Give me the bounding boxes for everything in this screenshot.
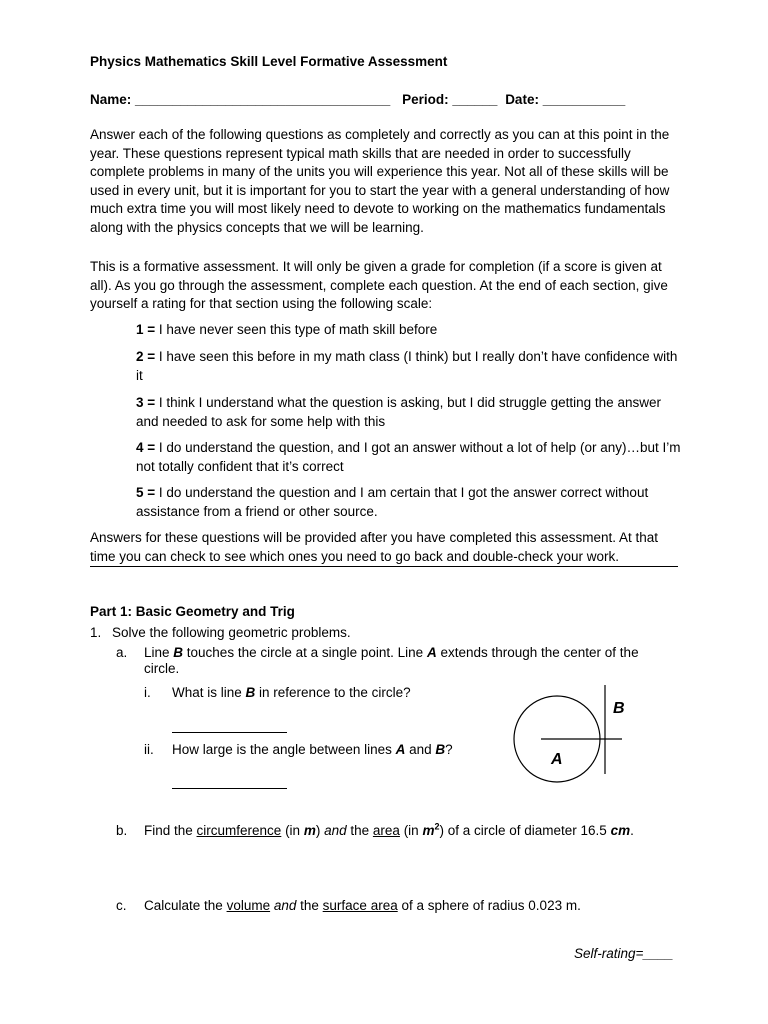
- qb-text: ): [315, 823, 325, 838]
- line-a-ref: A: [426, 645, 437, 660]
- name-label: Name:: [90, 92, 132, 107]
- answer-line-ii[interactable]: [172, 788, 287, 789]
- scale-text: I do understand the question and I am certain that I got the answer correct without assistance from a friend or other source.: [136, 485, 649, 519]
- q1-number: 1.: [90, 625, 102, 640]
- part1-heading: Part 1: Basic Geometry and Trig: [90, 604, 295, 619]
- qc-volume: volume: [226, 898, 271, 913]
- qa-text: extends through the center of the: [436, 645, 639, 660]
- intro-paragraph: Answer each of the following questions as completely and correctly as you can at this point in the year. These questions represent typical math skills that are needed in order to successfully complete problems in many of the units you will experience this year. Not all of these skills will be used in every unit, but it is important for you to start the year with a general understanding of how much extra time you will most likely need to devote to working on the mathematics fundamentals along with the physics concepts that we will be learning.: [90, 127, 670, 235]
- qii-text: How large is the angle between lines: [172, 742, 396, 757]
- qb-label: b.: [116, 823, 128, 838]
- qb-circumference: circumference: [196, 823, 282, 838]
- qa-text: touches the circle at a single point. Line: [183, 645, 427, 660]
- qb-unit: m: [422, 823, 435, 838]
- qc-and: and: [273, 898, 297, 913]
- period-label: Period:: [402, 92, 449, 107]
- qb-text: .: [630, 823, 634, 838]
- qc-surface-area: surface area: [322, 898, 398, 913]
- circle-tangent-diagram: [510, 682, 630, 792]
- answers-paragraph: Answers for these questions will be provided after you have completed this assessment. At that time you can check to see which ones you need to go back and double-check your work.: [90, 530, 659, 564]
- period-blank[interactable]: ______: [452, 92, 498, 107]
- qc-text: the: [296, 898, 323, 913]
- q1-text: Solve the following geometric problems.: [112, 625, 351, 640]
- section-divider: [90, 566, 678, 567]
- qb-sup: 2: [434, 821, 440, 832]
- scale-text: I do understand the question, and I got an answer without a lot of help (or any)…but I’m not totally confident that it’s correct: [136, 440, 681, 474]
- answer-line-i[interactable]: [172, 732, 287, 733]
- question-1a-i: [144, 683, 411, 702]
- qa-label: a.: [116, 645, 128, 660]
- question-1a: [116, 643, 639, 662]
- qb-area: area: [372, 823, 400, 838]
- question-1: [90, 623, 351, 642]
- date-blank[interactable]: ___________: [542, 92, 626, 107]
- qb-text: ) of a circle of diameter 16.5: [439, 823, 611, 838]
- scale-text: I think I understand what the question is asking, but I did struggle getting the answer and needed to ask for some help with this: [136, 395, 661, 429]
- qi-text: What is line: [172, 685, 246, 700]
- scale-item-4: [136, 439, 681, 476]
- qi-text: in reference to the circle?: [255, 685, 411, 700]
- question-1c: [116, 896, 581, 915]
- qb-unit: m: [303, 823, 316, 838]
- scale-item-3: [136, 394, 681, 431]
- qii-text: ?: [445, 742, 453, 757]
- scale-key: 4 =: [136, 440, 156, 455]
- scale-item-5: [136, 484, 681, 521]
- qa-text: Line: [144, 645, 174, 660]
- self-rating[interactable]: Self-rating=____: [574, 946, 674, 961]
- scale-item-2: [136, 348, 681, 385]
- qb-text: (in: [281, 823, 304, 838]
- scale-key: 1 =: [136, 322, 156, 337]
- qb-text: the: [346, 823, 373, 838]
- label-a: A: [551, 751, 563, 768]
- qb-text: Find the: [144, 823, 197, 838]
- line-b-ref: B: [245, 685, 256, 700]
- qc-text: of a sphere of radius 0.023 m.: [397, 898, 581, 913]
- scale-key: 2 =: [136, 349, 156, 364]
- scale-item-1: [136, 321, 681, 340]
- question-1a-ii: [144, 740, 453, 759]
- date-label: Date:: [505, 92, 539, 107]
- qc-label: c.: [116, 898, 127, 913]
- question-1b: [116, 821, 634, 840]
- line-b-ref: B: [173, 645, 184, 660]
- scale-text: I have seen this before in my math class (I think) but I really don’t have confidence with it: [136, 349, 678, 383]
- formative-paragraph: This is a formative assessment. It will only be given a grade for completion (if a score is given at all). As you go through the assessment, complete each question. At the end of each section, give yourself a rating for that section using the following scale:: [90, 259, 668, 311]
- label-b: B: [613, 700, 625, 717]
- qi-label: i.: [144, 685, 151, 700]
- qii-label: ii.: [144, 742, 154, 757]
- header-fields: [90, 90, 625, 109]
- qb-text: (in: [399, 823, 423, 838]
- qii-text: and: [405, 742, 436, 757]
- scale-key: 3 =: [136, 395, 156, 410]
- page-title: Physics Mathematics Skill Level Formative Assessment: [90, 54, 448, 69]
- question-1a-cont: circle.: [144, 661, 180, 676]
- qc-text: Calculate the: [144, 898, 227, 913]
- scale-text: I have never seen this type of math skill before: [155, 322, 438, 337]
- line-a-ref: A: [395, 742, 406, 757]
- name-blank[interactable]: __________________________________: [135, 92, 391, 107]
- line-b-ref: B: [435, 742, 446, 757]
- scale-key: 5 =: [136, 485, 156, 500]
- qb-unit: cm: [610, 823, 631, 838]
- qb-and: and: [324, 823, 347, 838]
